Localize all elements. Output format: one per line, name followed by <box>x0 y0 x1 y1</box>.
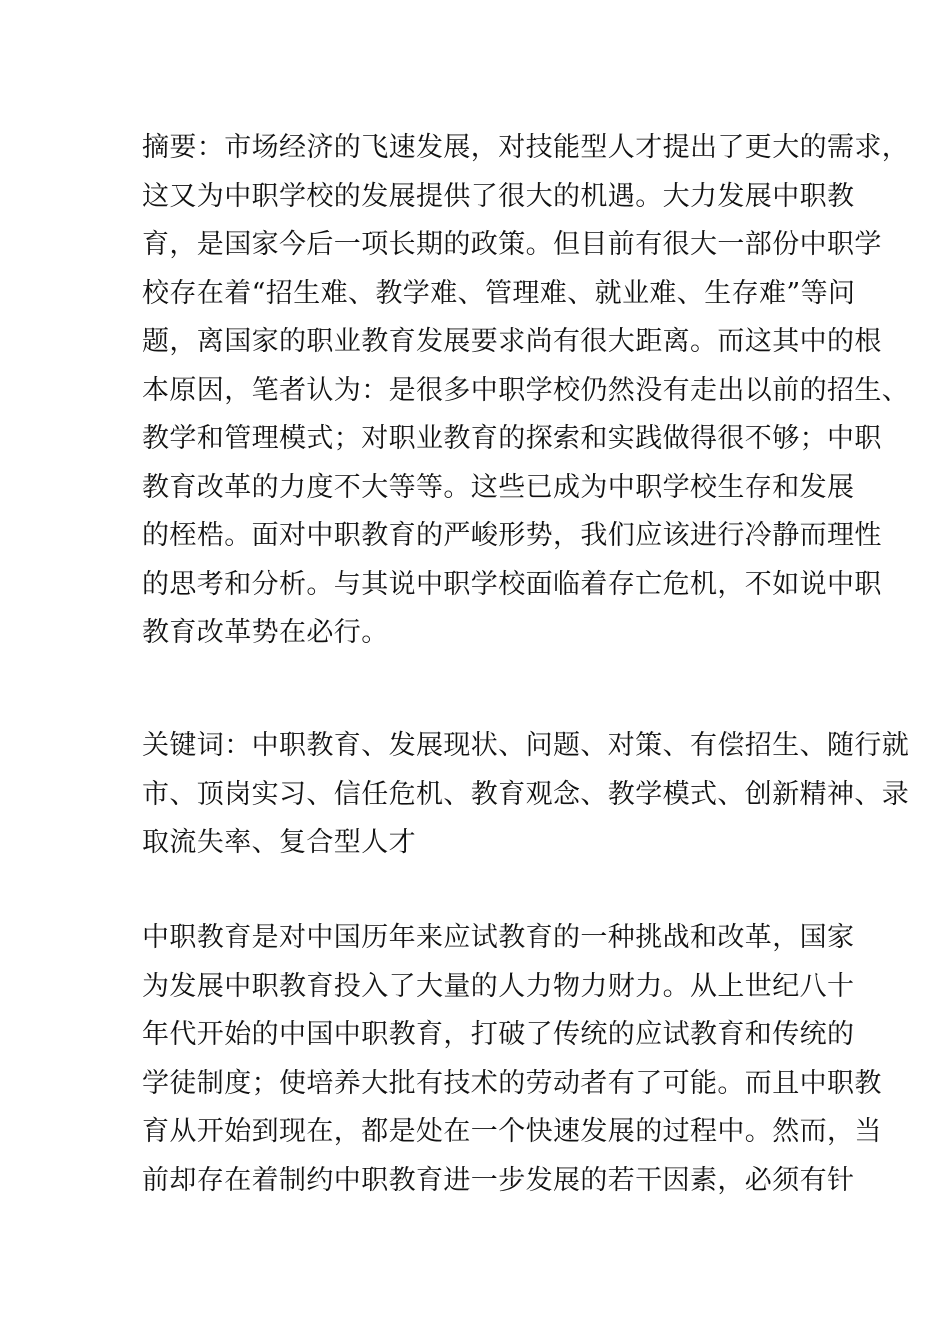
keywords-line: 市、顶岗实习、信任危机、教育观念、教学模式、创新精神、录 <box>142 778 910 810</box>
abstract-line: 的思考和分析。与其说中职学校面临着存亡危机，不如说中职 <box>142 568 882 600</box>
abstract-line: 教学和管理模式；对职业教育的探索和实践做得很不够；中职 <box>142 423 882 454</box>
abstract-line: 这又为中职学校的发展提供了很大的机遇。大力发展中职教 <box>142 180 855 212</box>
keywords-line: 取流失率、复合型人才 <box>142 827 416 858</box>
keywords-line: 关键词：中职教育、发展现状、问题、对策、有偿招生、随行就 <box>142 730 910 761</box>
body-line: 中职教育是对中国历年来应试教育的一种挑战和改革，国家 <box>142 922 855 953</box>
abstract-line: 教育改革的力度不大等等。这些已成为中职学校生存和发展 <box>142 471 855 503</box>
abstract-line: 本原因，笔者认为：是很多中职学校仍然没有走出以前的招生、 <box>142 374 910 406</box>
body-line: 学徒制度；使培养大批有技术的劳动者有了可能。而且中职教 <box>142 1067 882 1099</box>
body-line: 前却存在着制约中职教育进一步发展的若干因素，必须有针 <box>142 1164 855 1196</box>
abstract-line: 校存在着“招生难、教学难、管理难、就业难、生存难”等问 <box>142 277 856 309</box>
abstract-line: 题，离国家的职业教育发展要求尚有很大距离。而这其中的根 <box>142 326 882 357</box>
keywords-paragraph <box>142 722 910 868</box>
abstract-line: 育，是国家今后一项长期的政策。但目前有很大一部份中职学 <box>142 229 882 260</box>
body-line: 为发展中职教育投入了大量的人力物力财力。从上世纪八十 <box>142 970 855 1002</box>
abstract-paragraph <box>142 124 910 658</box>
abstract-line: 教育改革势在必行。 <box>142 617 389 648</box>
body-line: 年代开始的中国中职教育，打破了传统的应试教育和传统的 <box>142 1019 855 1050</box>
abstract-line: 的桎梏。面对中职教育的严峻形势，我们应该进行冷静而理性 <box>142 520 882 551</box>
abstract-line: 摘要：市场经济的飞速发展，对技能型人才提出了更大的需求， <box>142 132 910 163</box>
body-paragraph <box>142 914 882 1205</box>
body-line: 育从开始到现在，都是处在一个快速发展的过程中。然而，当 <box>142 1116 882 1147</box>
